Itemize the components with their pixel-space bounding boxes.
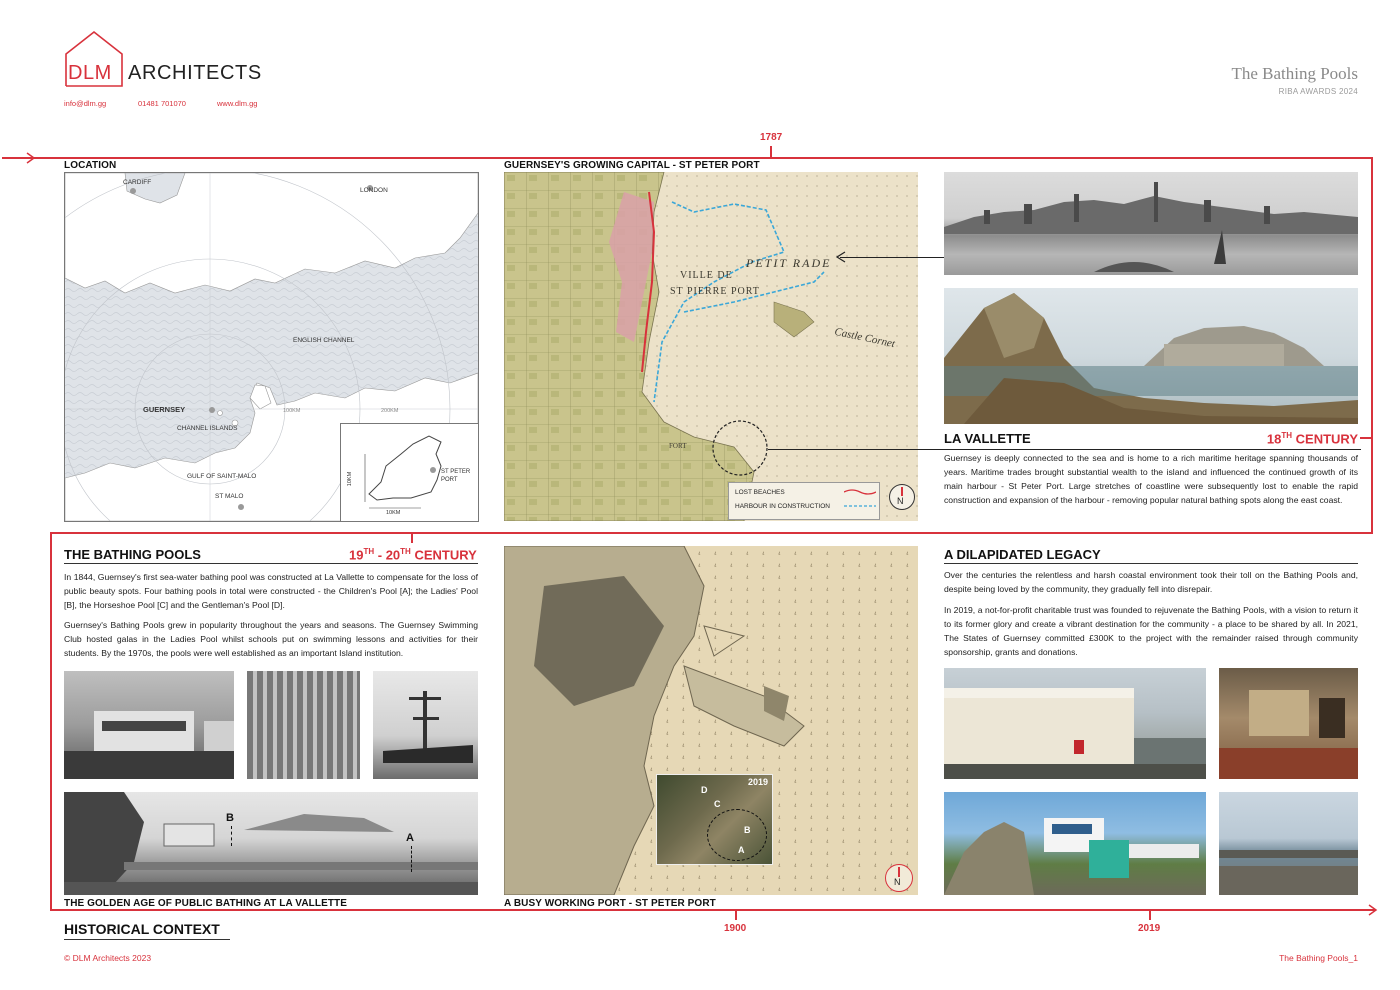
panorama-marker-a: A [406, 832, 414, 844]
timeline-tick-mid [411, 533, 413, 543]
photo-interior-drawing [1219, 668, 1358, 779]
photo-steps-drawing [944, 792, 1206, 895]
map-label-london: LONDON [360, 187, 388, 194]
bp-century-b: 20 [385, 547, 401, 563]
map-label-gulf: GULF OF SAINT-MALO [187, 473, 257, 480]
bathing-pools-century [349, 547, 477, 562]
bp-century-a: 19 [349, 547, 364, 563]
photo-diving-boards [373, 671, 478, 779]
capital-map-castle: Castle Cornet [833, 325, 896, 351]
map-label-guernsey: GUERNSEY [143, 405, 186, 414]
capital-map-legend [728, 482, 880, 520]
working-port-north-label: N [894, 877, 901, 887]
painting-castle-cornet [944, 288, 1358, 424]
capital-historic-map [504, 172, 918, 521]
connector-arrow-icon [835, 251, 847, 263]
bathing-pools-para-2: Guernsey's Bathing Pools grew in popularity throughout the years and seasons. The Guernsey Swimming Club hosted galas in the Ladies Pool whilst schools put on swimming lessons and activities for their students. By the 1970s, the pools were well established as an important Island institution. [64, 620, 478, 658]
capital-map-st-pierre: ST PIERRE PORT [670, 286, 760, 297]
timeline-start-arrow-icon [26, 152, 36, 164]
bp-century-word: CENTURY [410, 547, 477, 563]
capital-map-petit-rade: PETIT RADE [746, 256, 832, 270]
photo-diving-boards-drawing [373, 671, 478, 779]
inset-scale-x: 10KM [386, 510, 401, 516]
inset-marker-d: D [701, 785, 708, 795]
inset-marker-c: C [714, 799, 721, 809]
logo-letters: DLM [68, 62, 112, 84]
photo-derelict-interior [1219, 668, 1358, 779]
working-port-inset-2019 [656, 774, 773, 865]
bp-century-b-sup: TH [400, 547, 411, 556]
la-vallette-century [1267, 431, 1358, 446]
working-port-north-arrow-icon [885, 864, 913, 892]
photo-steps-and-kiosk [944, 792, 1206, 895]
map-label-channel-islands: CHANNEL ISLANDS [177, 425, 238, 432]
timeline-tick-1787 [770, 146, 772, 157]
timeline-end-arrow-icon [1368, 904, 1378, 916]
la-vallette-century-num: 18 [1266, 431, 1282, 447]
connector-line-top [840, 257, 944, 258]
historical-context-rule [64, 939, 230, 940]
photo-la-vallette-panorama [64, 792, 478, 895]
contact-website[interactable]: www.dlm.gg [217, 99, 258, 108]
contact-email[interactable]: info@dlm.gg [64, 99, 107, 108]
inset-scale-y: 10KM [347, 471, 354, 487]
legend-harbour-swatch-icon [844, 502, 876, 510]
bp-century-sep: - [374, 547, 386, 563]
bathing-pools-title: THE BATHING POOLS [64, 547, 201, 562]
inset-marker-a: A [738, 845, 745, 855]
engraving-harbour-view [944, 172, 1358, 275]
capital-map-ville: VILLE DE [680, 270, 733, 281]
map-label-ring-200: 200KM [381, 408, 399, 414]
year-1900: 1900 [724, 923, 747, 934]
footer-page-number: The Bathing Pools_1 [1279, 953, 1358, 963]
legacy-title: A DILAPIDATED LEGACY [944, 547, 1101, 562]
footer-copyright: © DLM Architects 2023 [64, 953, 152, 963]
panorama-marker-a-line [411, 846, 413, 872]
timeline-right-line [1371, 157, 1373, 533]
legend-lost-beaches-swatch-icon [844, 488, 876, 496]
la-vallette-text: Guernsey is deeply connected to the sea and is home to a rich maritime heritage spanning thousands of years. Maritime trades brought substantial wealth to the island and influenced the continued growth of its main harbour - St Peter Port. Large stretches of coastline were subsequently lost to enable the rapid construction and expansion of the harbour - removing popular natural bathing spots along the east coast. [944, 453, 1358, 505]
bathing-pools-para-1: In 1844, Guernsey's first sea-water bathing pool was constructed at La Vallette to compensate for the loss of public beauty spots. Four bathing pools in total were constructed - the Children's Pool [A]; the Ladies' Pool [B], the Horseshoe Pool [C] and the Gentleman's Pool [D]. [64, 572, 478, 610]
timeline-bottom-line [50, 909, 1375, 911]
year-1787: 1787 [760, 132, 783, 143]
capital-map-drawing [504, 172, 918, 521]
golden-age-caption: THE GOLDEN AGE OF PUBLIC BATHING AT LA VALLETTE [64, 898, 348, 909]
photo-pools-seaview [1219, 792, 1358, 895]
working-port-caption: A BUSY WORKING PORT - ST PETER PORT [504, 898, 716, 909]
panorama-marker-b: B [226, 812, 234, 824]
painting-drawing [944, 288, 1358, 424]
inset-circle-icon [707, 809, 767, 861]
timeline-mid-line [50, 532, 1373, 534]
photo-exterior-drawing [944, 668, 1206, 779]
map-label-cardiff: CARDIFF [123, 179, 152, 186]
timeline-tick-2019 [1149, 910, 1151, 920]
legend-harbour: HARBOUR IN CONSTRUCTION [735, 503, 830, 510]
inset-label-st-peter-port: ST PETER PORT [441, 469, 471, 483]
brand-word: ARCHITECTS [128, 62, 262, 84]
award-label: RIBA AWARDS 2024 [1278, 87, 1358, 96]
contact-phone[interactable]: 01481 701070 [138, 99, 186, 108]
timeline-tick-1900 [735, 910, 737, 920]
la-vallette-century-word: CENTURY [1292, 431, 1358, 447]
capital-north-label: N [897, 496, 904, 506]
timeline-tick-right [1360, 437, 1372, 439]
project-title: The Bathing Pools [1231, 64, 1358, 83]
photo-swimming-club-group [247, 671, 360, 779]
timeline-left-line [50, 532, 52, 910]
map-label-ring-100: 100KM [283, 408, 301, 414]
capital-north-arrow-icon [889, 484, 915, 510]
engraving-drawing [944, 172, 1358, 275]
location-heading: LOCATION [64, 160, 117, 171]
bp-century-a-sup: TH [363, 547, 375, 556]
photo-panorama-drawing [64, 792, 478, 895]
legacy-para-1: Over the centuries the relentless and harsh coastal environment took their toll on the Bathing Pools and, despite being loved by the community, they gradually fell into disrepair. [944, 570, 1358, 594]
bathing-pools-rule [64, 563, 478, 564]
la-vallette-title: LA VALLETTE [944, 431, 1031, 446]
photo-pool-building-bw [64, 671, 234, 779]
map-label-english-channel: ENGLISH CHANNEL [293, 337, 355, 344]
photo-pool-building-drawing [64, 671, 234, 779]
panorama-marker-b-line [231, 826, 233, 846]
capital-map-fort: FORT [669, 442, 687, 450]
connector-line-bottom [768, 449, 1361, 450]
photo-pool-building-exterior [944, 668, 1206, 779]
legacy-para-2: In 2019, a not-for-profit charitable trust was founded to rejuvenate the Bathing Pools, with a vision to return it to its former glory and create a vibrant destination for the community - a place to be shared by all. In 2021, The States of Guernsey committed £300K to the project with the remainder raised through community sponsorship, grants and donations. [944, 605, 1358, 657]
legacy-rule [944, 563, 1358, 564]
year-2019: 2019 [1138, 923, 1161, 934]
legend-lost-beaches: LOST BEACHES [735, 489, 785, 496]
guernsey-inset [340, 423, 479, 522]
inset-year: 2019 [747, 777, 768, 787]
timeline-top-line [2, 157, 1372, 159]
location-map [64, 172, 479, 522]
capital-heading: GUERNSEY'S GROWING CAPITAL - ST PETER PORT [504, 160, 760, 171]
la-vallette-century-sup: TH [1281, 431, 1293, 440]
historical-context-title: HISTORICAL CONTEXT [64, 921, 220, 937]
photo-seaview-drawing [1219, 792, 1358, 895]
map-label-st-malo: ST MALO [215, 493, 244, 500]
working-port-chart [504, 546, 918, 895]
inset-marker-b: B [744, 825, 751, 835]
